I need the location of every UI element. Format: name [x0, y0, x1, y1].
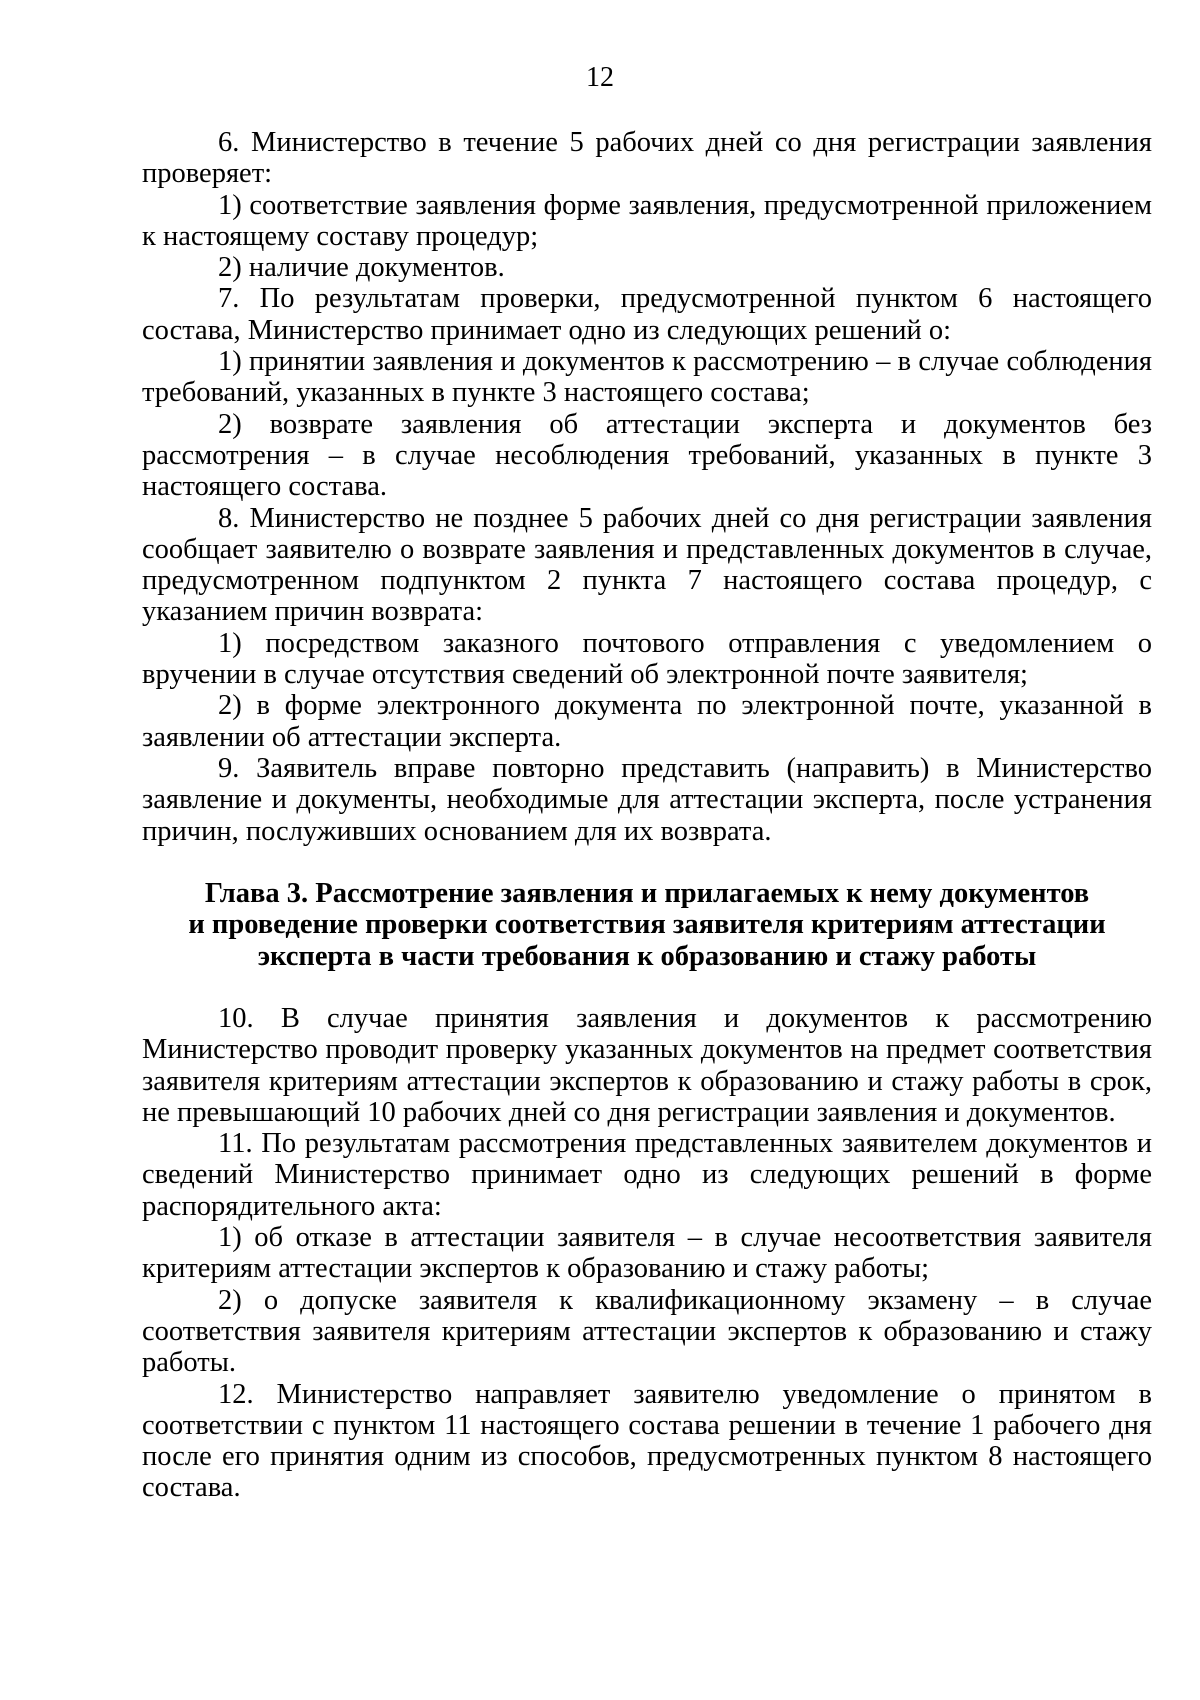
- paragraph-7: 7. По результатам проверки, предусмотренной пунктом 6 настоящего состава, Министерство принимает одно из следующих решений о:: [142, 283, 1152, 346]
- paragraph-9: 9. Заявитель вправе повторно представить (направить) в Министерство заявление и документы, необходимые для аттестации эксперта, после устранения причин, послуживших основанием для их возврата.: [142, 752, 1152, 847]
- paragraph-8: 8. Министерство не позднее 5 рабочих дней со дня регистрации заявления сообщает заявителю о возврате заявления и представленных документов в случае, предусмотренном подпунктом 2 пункта 7 настоящего состава процедур, с указанием причин возврата:: [142, 502, 1152, 628]
- paragraph-10: 10. В случае принятия заявления и документов к рассмотрению Министерство проводит проверку указанных документов на предмет соответствия заявителя критериям аттестации экспертов к образованию и стажу работы в срок, не превышающий 10 рабочих дней со дня регистрации заявления и документов.: [142, 1003, 1152, 1128]
- paragraph-11-item-1: 1) об отказе в аттестации заявителя – в случае несоответствия заявителя критериям аттестации экспертов к образованию и стажу работы;: [142, 1222, 1152, 1285]
- chapter-heading: [142, 878, 1152, 972]
- paragraph-11-item-2: 2) о допуске заявителя к квалификационному экзамену – в случае соответствия заявителя критериям аттестации экспертов к образованию и стажу работы.: [142, 1284, 1152, 1379]
- chapter-heading-line-3: эксперта в части требования к образованию и стажу работы: [257, 940, 1037, 972]
- paragraph-6-item-2: 2) наличие документов.: [218, 252, 505, 284]
- paragraph-6-item-1: 1) соответствие заявления форме заявления, предусмотренной приложением к настоящему составу процедур;: [142, 189, 1152, 252]
- chapter-heading-line-2: и проведение проверки соответствия заявителя критериям аттестации: [188, 909, 1106, 941]
- paragraphs-section-2: [142, 1003, 1152, 1504]
- chapter-heading-line-1: Глава 3. Рассмотрение заявления и прилагаемых к нему документов: [204, 878, 1090, 909]
- paragraph-7-item-2: 2) возврате заявления об аттестации эксперта и документов без рассмотрения – в случае несоблюдения требований, указанных в пункте 3 настоящего состава.: [142, 408, 1152, 503]
- paragraph-11: 11. По результатам рассмотрения представленных заявителем документов и сведений Министерство принимает одно из следующих решений в форме распорядительного акта:: [142, 1128, 1152, 1222]
- paragraph-6: 6. Министерство в течение 5 рабочих дней со дня регистрации заявления проверяет:: [142, 127, 1152, 190]
- page-number: 12: [586, 62, 614, 93]
- paragraph-8-item-2: 2) в форме электронного документа по электронной почте, указанной в заявлении об аттестации эксперта.: [142, 690, 1152, 753]
- paragraphs-section-1: [142, 127, 1152, 847]
- paragraph-8-item-1: 1) посредством заказного почтового отправления с уведомлением о вручении в случае отсутствия сведений об электронной почте заявителя;: [142, 627, 1152, 691]
- paragraph-7-item-1: 1) принятии заявления и документов к рассмотрению – в случае соблюдения требований, указанных в пункте 3 настоящего состава;: [142, 346, 1152, 409]
- paragraph-12: 12. Министерство направляет заявителю уведомление о принятом в соответствии с пунктом 11 настоящего состава решении в течение 1 рабочего дня после его принятия одним из способов, предусмотренных пунктом 8 настоящего состава.: [142, 1378, 1152, 1504]
